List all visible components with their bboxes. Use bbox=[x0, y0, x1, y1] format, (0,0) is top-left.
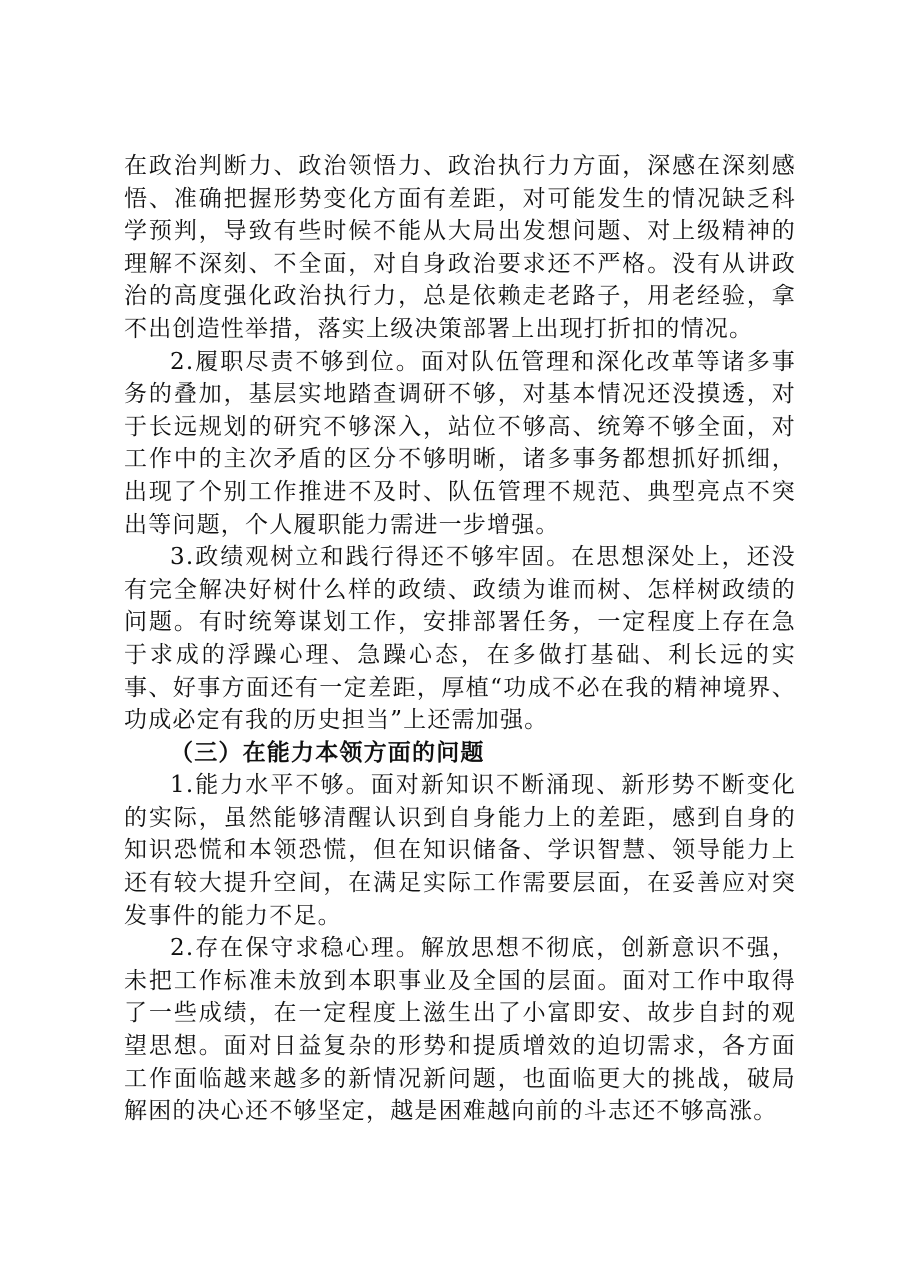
paragraph-ability-level: 1.能力水平不够。面对新知识不断涌现、新形势不断变化的实际，虽然能够清醒认识到自身能力上的差距，感到自身的知识恐慌和本领恐慌，但在知识储备、学识智慧、领导能力上还有较大提升空间，在满足实际工作需要层面，在妥善应对突发事件的能力不足。 bbox=[124, 772, 796, 929]
paragraph-duty-fulfillment: 2.履职尽责不够到位。面对队伍管理和深化改革等诸多事务的叠加，基层实地踏查调研不够，对基本情况还没摸透，对于长远规划的研究不够深入，站位不够高、统筹不够全面，对工作中的主次矛盾的区分不够明晰，诸多事务都想抓好抓细，出现了个别工作推进不及时、队伍管理不规范、典型亮点不突出等问题，个人履职能力需进一步增强。 bbox=[124, 348, 796, 538]
paragraph-performance-view: 3.政绩观树立和践行得还不够牢固。在思想深处上，还没有完全解决好树什么样的政绩、政绩为谁而树、怎样树政绩的问题。有时统筹谋划工作，安排部署任务，一定程度上存在急于求成的浮躁心理、急躁心态，在多做打基础、利长远的实事、好事方面还有一定差距，厚植“功成不必在我的精神境界、功成必定有我的历史担当”上还需加强。 bbox=[124, 544, 796, 734]
paragraph-conservative-mindset: 2.存在保守求稳心理。解放思想不彻底，创新意识不强，未把工作标准未放到本职事业及全国的层面。面对工作中取得了一些成绩，在一定程度上滋生出了小富即安、故步自封的观望思想。面对日益复杂的形势和提质增效的迫切需求，各方面工作面临越来越多的新情况新问题，也面临更大的挑战，破局解困的决心还不够坚定，越是困难越向前的斗志还不够高涨。 bbox=[124, 935, 796, 1125]
section-heading-ability: （三）在能力本领方面的问题 bbox=[170, 738, 485, 766]
document-body bbox=[124, 150, 796, 1128]
paragraph-continuation: 在政治判断力、政治领悟力、政治执行力方面，深感在深刻感悟、准确把握形势变化方面有差距，对可能发生的情况缺乏科学预判，导致有些时候不能从大局出发想问题、对上级精神的理解不深刻、不全面，对自身政治要求还不严格。没有从讲政治的高度强化政治执行力，总是依赖走老路子，用老经验，拿不出创造性举措，落实上级决策部署上出现打折扣的情况。 bbox=[124, 153, 796, 342]
